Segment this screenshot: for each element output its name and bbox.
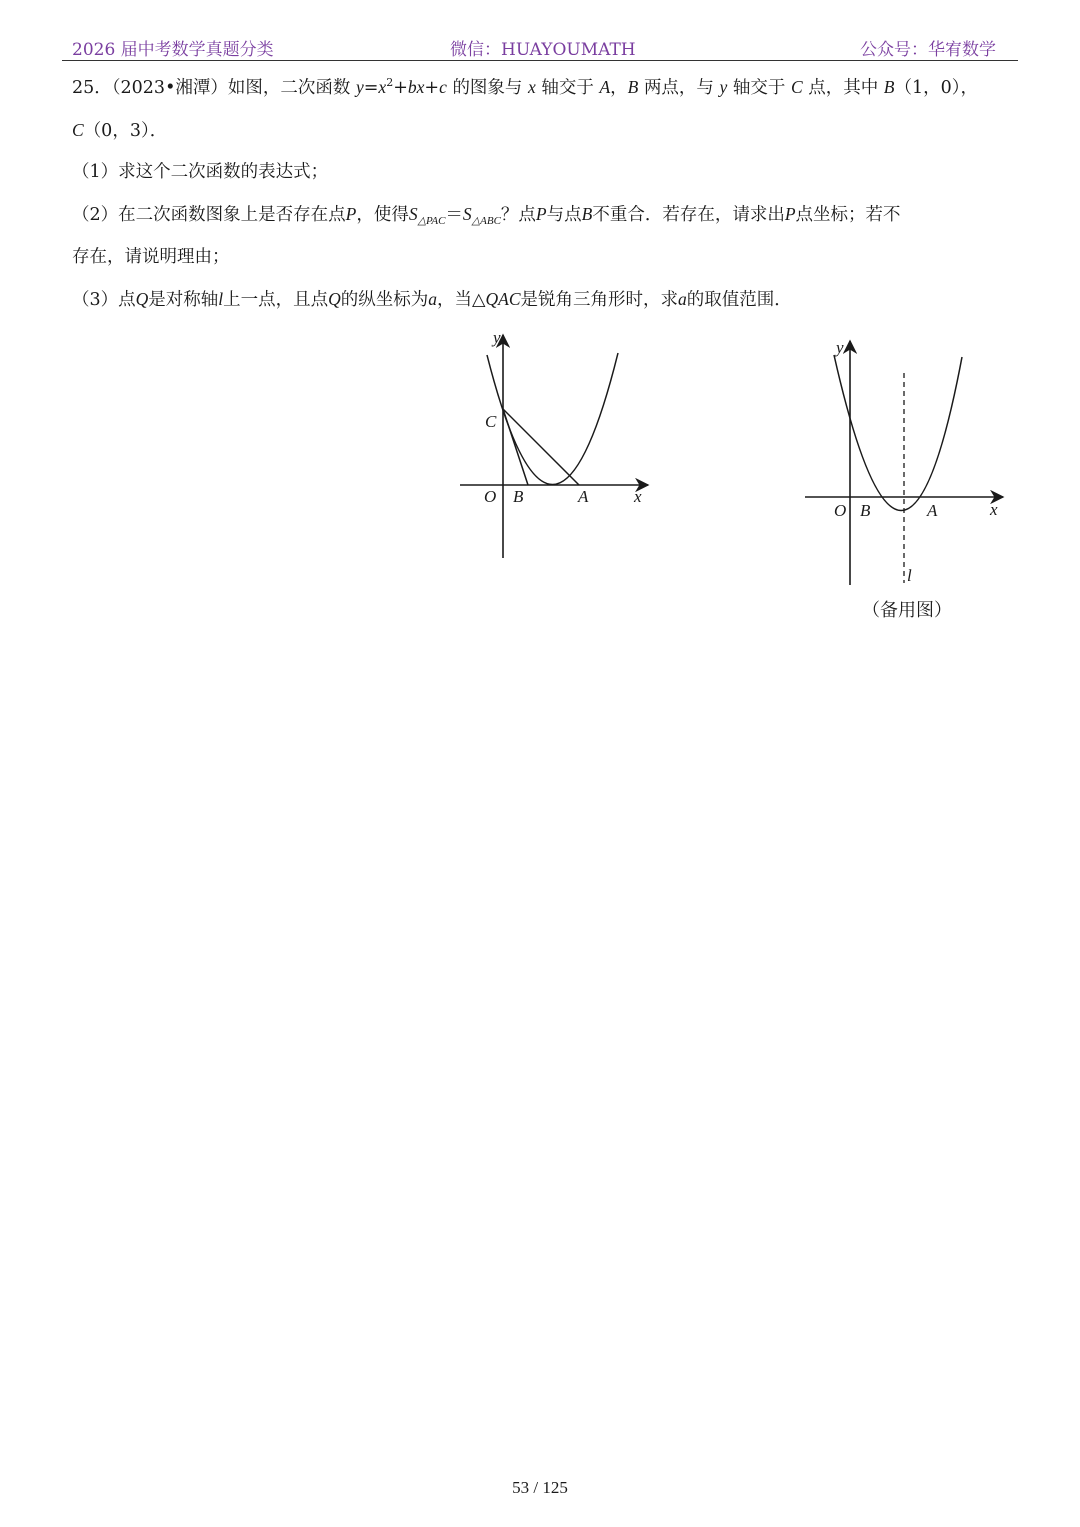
problem-source: （2023•湘潭） bbox=[111, 78, 228, 98]
var-a: a bbox=[678, 289, 687, 309]
var-y: y bbox=[719, 77, 728, 97]
q2-text: 存在，请说明理由； bbox=[72, 247, 230, 267]
problem-stem-line2 bbox=[72, 118, 167, 143]
label-B: B bbox=[513, 487, 524, 506]
q2-text: ，使得 bbox=[356, 205, 409, 225]
q3-text: 是对称轴 bbox=[148, 290, 219, 310]
problem-stem-line1 bbox=[72, 75, 978, 100]
point-B: B bbox=[581, 204, 593, 224]
q2-text: （2）在二次函数图象上是否存在点 bbox=[72, 205, 346, 225]
point-C: C bbox=[72, 120, 84, 140]
point-P: P bbox=[345, 204, 357, 224]
label-y: y bbox=[493, 328, 501, 347]
q2-text: ？点 bbox=[500, 205, 536, 225]
label-x: x bbox=[634, 487, 642, 506]
label-A: A bbox=[578, 487, 589, 506]
q2-text: 不重合．若存在，请求出 bbox=[592, 205, 785, 225]
problem-number: 25． bbox=[72, 78, 112, 98]
fn-b: b bbox=[407, 77, 417, 97]
point-C: C bbox=[790, 77, 803, 97]
figure-1-svg bbox=[455, 325, 655, 565]
page-header bbox=[62, 30, 1018, 61]
question-1-text: （1）求这个二次函数的表达式； bbox=[72, 162, 329, 182]
q3-text: 的取值范围． bbox=[686, 290, 792, 310]
fn-x: x bbox=[416, 77, 425, 97]
separator: ， bbox=[610, 78, 628, 98]
question-2-continued bbox=[72, 245, 230, 269]
point-P: P bbox=[535, 204, 547, 224]
point-Q: Q bbox=[328, 289, 341, 309]
q3-text: 上一点，且点 bbox=[223, 290, 329, 310]
label-y: y bbox=[836, 338, 844, 357]
stem-text: 两点，与 bbox=[643, 78, 714, 98]
area-S: S bbox=[462, 204, 472, 224]
figure-2-caption: （备用图） bbox=[862, 600, 952, 621]
label-B: B bbox=[860, 501, 871, 520]
triangle-QAC: QAC bbox=[485, 289, 521, 309]
fn-x: x bbox=[378, 77, 387, 97]
area-S: S bbox=[408, 204, 418, 224]
equals: ＝ bbox=[445, 205, 463, 225]
label-O: O bbox=[834, 501, 847, 520]
label-C: C bbox=[485, 412, 497, 431]
fn-eq: = bbox=[363, 78, 379, 98]
figure-2 bbox=[800, 335, 1010, 594]
header-series-title: 2026 届中考数学真题分类 bbox=[72, 40, 274, 60]
header-public-account: 公众号：华宥数学 bbox=[860, 40, 996, 60]
stem-text: 的图象与 bbox=[452, 78, 523, 98]
q2-text: 点坐标；若不 bbox=[795, 205, 901, 225]
question-1 bbox=[72, 160, 328, 184]
segment-CA bbox=[503, 409, 579, 485]
question-3 bbox=[72, 287, 792, 312]
figure-2-svg bbox=[800, 335, 1010, 590]
var-a: a bbox=[428, 289, 438, 309]
label-O: O bbox=[484, 487, 497, 506]
question-2 bbox=[72, 202, 901, 227]
fn-exponent: 2 bbox=[386, 76, 394, 89]
point-Q: Q bbox=[135, 289, 149, 309]
axis-l: l bbox=[218, 289, 224, 309]
figure-1 bbox=[455, 325, 655, 569]
parabola-curve bbox=[834, 355, 962, 511]
q2-text: 与点 bbox=[546, 205, 582, 225]
b-coordinate: （1，0）， bbox=[894, 78, 979, 98]
point-A: A bbox=[599, 77, 611, 97]
page-number: 53 / 125 bbox=[512, 1478, 568, 1497]
stem-text: 点，其中 bbox=[808, 78, 879, 98]
var-x: x bbox=[528, 77, 536, 97]
area-subscript: △PAC bbox=[417, 215, 446, 227]
fn-plus: + bbox=[393, 78, 408, 98]
q3-text: ，当△ bbox=[437, 290, 486, 310]
label-A: A bbox=[927, 501, 938, 520]
c-coordinate: （0，3）． bbox=[83, 121, 168, 141]
q3-text: （3）点 bbox=[72, 290, 136, 310]
point-B: B bbox=[883, 77, 895, 97]
q3-text: 是锐角三角形时，求 bbox=[520, 290, 679, 310]
point-P: P bbox=[784, 204, 796, 224]
q3-text: 的纵坐标为 bbox=[340, 290, 429, 310]
label-x: x bbox=[990, 500, 998, 519]
fn-c: c bbox=[439, 77, 447, 97]
stem-text: 轴交于 bbox=[732, 78, 786, 98]
stem-text: 如图，二次函数 bbox=[227, 78, 351, 98]
label-l: l bbox=[907, 566, 912, 585]
segment-CB bbox=[503, 409, 528, 485]
fn-y: y bbox=[355, 77, 364, 97]
point-B: B bbox=[627, 77, 639, 97]
stem-text: 轴交于 bbox=[541, 78, 594, 98]
header-wechat: 微信：HUAYOUMATH bbox=[450, 40, 636, 60]
area-subscript: △ABC bbox=[471, 215, 501, 227]
fn-plus: + bbox=[424, 78, 440, 98]
